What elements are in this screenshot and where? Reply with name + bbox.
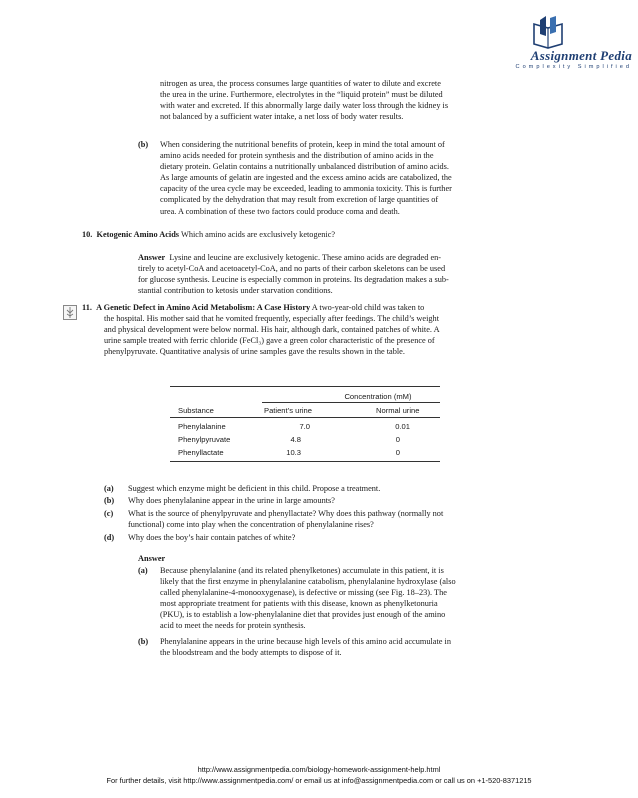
text-line: When considering the nutritional benefits of protein, keep in mind the total amount of bbox=[160, 140, 445, 149]
text-line: and physical development were below normal. His hair, although dark, contained patches of white. A bbox=[104, 325, 440, 335]
table-cell-substance: Phenylpyruvate bbox=[178, 435, 231, 444]
table-rule-top bbox=[170, 386, 440, 387]
table-cell-patient: 4.8 bbox=[290, 435, 301, 444]
subquestion-text: Why does phenylalanine appear in the urine in large amounts? bbox=[128, 496, 335, 505]
subquestion-label: (c) bbox=[104, 509, 114, 518]
subquestion-text: functional) come into play when the concentration of phenylalanine rises? bbox=[128, 520, 374, 529]
logo-name: Assignment Pedia bbox=[530, 48, 632, 63]
text-line: complicated by the dehydration that may result from excretion of large quantities of bbox=[160, 195, 439, 205]
text-line: Phenylalanine appears in the urine because high levels of this amino acid accumulate in bbox=[160, 637, 451, 646]
logo-tagline: Complexity Simplified bbox=[515, 64, 632, 70]
text-line: not balanced by a sufficient water intake, a net loss of body water results. bbox=[160, 112, 404, 122]
text-line: urine sample treated with ferric chloride (FeCl₃) gave a green color characteristic of the presence of bbox=[104, 336, 435, 346]
question-title: A Genetic Defect in Amino Acid Metabolism: A Case History bbox=[96, 303, 311, 312]
table-cell-substance: Phenyllactate bbox=[178, 448, 224, 457]
text-line: the bloodstream and the body attempts to dispose of it. bbox=[160, 648, 342, 658]
text-line: amino acids needed for protein synthesis and the distribution of amino acids in the bbox=[160, 151, 434, 161]
table-group-header: Concentration (mM) bbox=[344, 392, 412, 401]
text-line: phenylpyruvate. Quantitative analysis of urine samples gave the results shown in the table. bbox=[104, 347, 405, 357]
question-number: 10. bbox=[82, 230, 93, 239]
answer-b-label: (b) bbox=[138, 637, 149, 646]
table-cell-normal: 0.01 bbox=[395, 422, 410, 431]
text-line: As large amounts of gelatin are ingested and the excess amino acids are catabolized, the bbox=[160, 173, 452, 183]
q11-paragraph bbox=[104, 313, 564, 357]
text-line: A two-year-old child was taken to bbox=[311, 303, 425, 312]
subquestion-text: Suggest which enzyme might be deficient in this child. Propose a treatment. bbox=[128, 484, 381, 493]
table-cell-patient: 7.0 bbox=[299, 422, 310, 431]
text-line: acid to meet the needs for protein synthesis. bbox=[160, 621, 306, 631]
text-line: with water and excreted. If this abnormally large daily water loss through the kidney is bbox=[160, 101, 449, 111]
table-cell-patient: 10.3 bbox=[286, 448, 301, 457]
question-title: Ketogenic Amino Acids bbox=[96, 230, 180, 239]
answer-label: Answer bbox=[138, 253, 166, 262]
text-line: dietary protein. Gelatin contains a nutritionally unbalanced distribution of amino acids. bbox=[160, 162, 449, 172]
text-line: the urea in the urine. Furthermore, electrolytes in the “liquid protein” must be diluted bbox=[160, 90, 443, 100]
part-b-label: (b) bbox=[138, 140, 149, 149]
footer-url-link[interactable]: http://www.assignmentpedia.com/biology-homework-assignment-help.html bbox=[197, 765, 441, 774]
book-logo-icon bbox=[528, 14, 568, 50]
table-header-patient: Patient’s urine bbox=[264, 406, 312, 415]
table-cell-normal: 0 bbox=[395, 435, 400, 444]
answer-a-paragraph bbox=[160, 565, 560, 632]
answer-a-label: (a) bbox=[138, 566, 148, 575]
text-line: most appropriate treatment for patients with this disease, known as phenylketonuria bbox=[160, 599, 438, 609]
question-text: Which amino acids are exclusively ketogenic? bbox=[180, 230, 336, 239]
intro-paragraph bbox=[160, 78, 560, 122]
text-line: stantial contribution to ketosis under starvation conditions. bbox=[138, 286, 333, 296]
text-line: (PKU), is to establish a low-phenylalanine diet that provides just enough of the amino bbox=[160, 610, 446, 620]
text-line: nitrogen as urea, the process consumes large quantities of water to dilute and excrete bbox=[160, 79, 441, 88]
text-line: Lysine and leucine are exclusively ketogenic. These amino acids are degraded en- bbox=[169, 253, 442, 262]
text-line: the hospital. His mother said that he vomited frequently, especially after feedings. The child’s weight bbox=[104, 314, 440, 323]
text-line: likely that the first enzyme in phenylalanine catabolism, phenylalanine hydroxylase (also bbox=[160, 577, 456, 587]
table-rule-header bbox=[170, 417, 440, 418]
table-rule-group bbox=[262, 402, 440, 403]
answer-b-paragraph bbox=[160, 636, 560, 658]
footer-contact: For further details, visit http://www.assignmentpedia.com/ or email us at info@assignmentpedia.com or call us on +1-520-8371215 bbox=[106, 776, 532, 785]
question-number: 11. bbox=[82, 303, 92, 312]
text-line: capacity of the urea cycle may be exceeded, leading to ammonia toxicity. This is further bbox=[160, 184, 452, 194]
text-line: tirely to acetyl-CoA and acetoacetyl-CoA, and no parts of their carbon skeletons can be used bbox=[138, 264, 446, 274]
subquestion-label: (d) bbox=[104, 533, 115, 542]
table-header-normal: Normal urine bbox=[376, 406, 420, 415]
table-rule-bottom bbox=[170, 461, 440, 462]
case-history-icon bbox=[63, 305, 77, 320]
subquestion-text: What is the source of phenylpyruvate and phenyllactate? Why does this pathway (normally not bbox=[128, 509, 444, 518]
text-line: urea. A combination of these two factors could produce coma and death. bbox=[160, 206, 400, 216]
subquestion-text: Why does the boy’s hair contain patches of white? bbox=[128, 533, 296, 542]
question-10 bbox=[82, 229, 582, 240]
assignmentpedia-logo bbox=[484, 14, 632, 74]
part-b-paragraph bbox=[160, 139, 560, 217]
text-line: called phenylalanine-4-monooxygenase), is defective or missing (see Fig. 18–23). The bbox=[160, 588, 447, 598]
answer-heading: Answer bbox=[138, 554, 166, 563]
text-line: for glucose synthesis. Leucine is especially common in proteins. Its degradation makes a sub- bbox=[138, 275, 449, 285]
subquestion-label: (a) bbox=[104, 484, 114, 493]
table-header-substance: Substance bbox=[178, 406, 214, 415]
question-11 bbox=[82, 302, 602, 313]
table-cell-substance: Phenylalanine bbox=[178, 422, 226, 431]
q10-answer bbox=[138, 252, 542, 296]
table-cell-normal: 0 bbox=[395, 448, 400, 457]
text-line: Because phenylalanine (and its related phenylketones) accumulate in this patient, it is bbox=[160, 566, 444, 575]
subquestion-label: (b) bbox=[104, 496, 115, 505]
